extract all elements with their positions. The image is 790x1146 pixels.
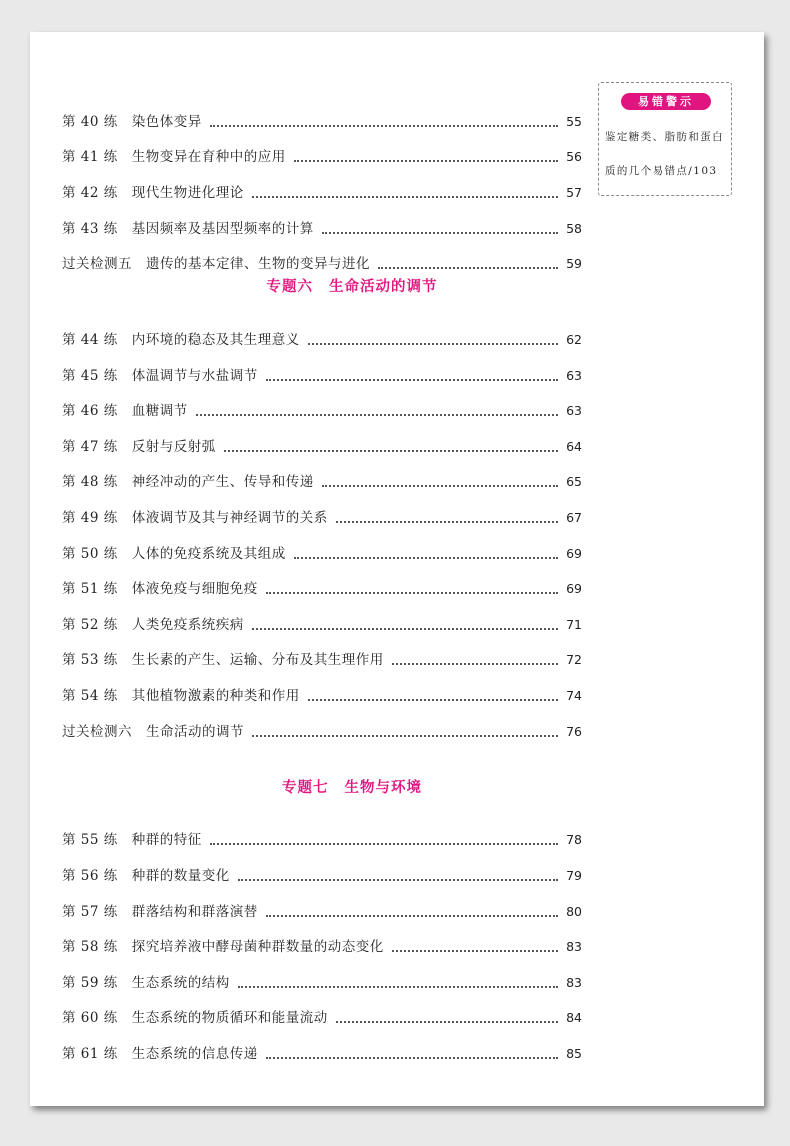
error-warning-box <box>598 82 732 196</box>
dot-leader <box>238 879 558 881</box>
toc-entry[interactable] <box>62 215 582 237</box>
toc-entry[interactable] <box>62 540 582 562</box>
entry-title: 生物变异在育种中的应用 <box>131 149 286 165</box>
dot-leader <box>196 414 558 416</box>
toc-entry[interactable] <box>62 362 582 384</box>
entry-number: 第 60 练 <box>62 1010 118 1026</box>
entry-page: 65 <box>566 474 582 489</box>
entry-number: 第 57 练 <box>62 904 118 920</box>
entry-title: 现代生物进化理论 <box>131 185 244 201</box>
entry-page: 85 <box>566 1046 582 1061</box>
entry-page: 80 <box>566 904 582 919</box>
entry-title: 探究培养液中酵母菌种群数量的动态变化 <box>131 939 384 955</box>
dot-leader <box>322 485 558 487</box>
toc-entry[interactable] <box>62 969 582 991</box>
entry-title: 群落结构和群落演替 <box>131 904 258 920</box>
entry-number: 第 44 练 <box>62 332 118 348</box>
toc-entry[interactable] <box>62 646 582 668</box>
toc-entry[interactable] <box>62 504 582 526</box>
dot-leader <box>336 1021 558 1023</box>
section-subtitle: 生物与环境 <box>344 780 422 796</box>
entry-number: 第 59 练 <box>62 975 118 991</box>
dot-leader <box>266 592 558 594</box>
entry-page: 74 <box>566 688 582 703</box>
entry-page: 78 <box>566 832 582 847</box>
entry-number: 第 49 练 <box>62 510 118 526</box>
entry-number: 第 58 练 <box>62 939 118 955</box>
section-heading-6 <box>62 275 642 296</box>
entry-title: 种群的特征 <box>131 832 202 848</box>
toc-entry[interactable] <box>62 933 582 955</box>
section-heading-7 <box>62 776 642 797</box>
entry-number: 第 55 练 <box>62 832 118 848</box>
entry-number: 第 53 练 <box>62 652 118 668</box>
entry-page: 56 <box>566 149 582 164</box>
toc-entry[interactable] <box>62 898 582 920</box>
dot-leader <box>392 663 558 665</box>
section-number: 专题六 <box>266 279 313 295</box>
entry-title: 体液免疫与细胞免疫 <box>131 581 258 597</box>
dot-leader <box>224 450 558 452</box>
entry-number: 第 43 练 <box>62 221 118 237</box>
dot-leader <box>252 735 558 737</box>
entry-number: 第 54 练 <box>62 688 118 704</box>
dot-leader <box>308 699 558 701</box>
dot-leader <box>294 557 558 559</box>
entry-title: 体液调节及其与神经调节的关系 <box>131 510 328 526</box>
dot-leader <box>210 125 558 127</box>
entry-page: 76 <box>566 724 582 739</box>
entry-title: 体温调节与水盐调节 <box>131 368 258 384</box>
entry-page: 83 <box>566 939 582 954</box>
entry-number: 第 45 练 <box>62 368 118 384</box>
dot-leader <box>294 160 558 162</box>
entry-number: 第 61 练 <box>62 1046 118 1062</box>
entry-title: 基因频率及基因型频率的计算 <box>131 221 314 237</box>
warning-text-line-2: 质的几个易错点/103 <box>605 165 718 177</box>
toc-entry[interactable] <box>62 1004 582 1026</box>
section-subtitle: 生命活动的调节 <box>329 279 438 295</box>
warning-badge: 易错警示 <box>621 93 711 110</box>
entry-page: 83 <box>566 975 582 990</box>
toc-entry[interactable] <box>62 1040 582 1062</box>
entry-number: 第 51 练 <box>62 581 118 597</box>
entry-title: 遗传的基本定律、生物的变异与进化 <box>146 256 370 272</box>
dot-leader <box>266 1057 558 1059</box>
toc-entry-checkpoint[interactable] <box>62 718 582 740</box>
entry-page: 69 <box>566 546 582 561</box>
entry-number: 第 41 练 <box>62 149 118 165</box>
dot-leader <box>252 196 558 198</box>
dot-leader <box>378 267 558 269</box>
entry-number: 第 42 练 <box>62 185 118 201</box>
toc-entry[interactable] <box>62 611 582 633</box>
dot-leader <box>392 950 558 952</box>
entry-page: 71 <box>566 617 582 632</box>
entry-number: 第 52 练 <box>62 617 118 633</box>
entry-title: 人体的免疫系统及其组成 <box>131 546 286 562</box>
entry-title: 神经冲动的产生、传导和传递 <box>131 474 314 490</box>
warning-text-line-1: 鉴定糖类、脂肪和蛋白 <box>605 131 724 143</box>
dot-leader <box>266 379 558 381</box>
dot-leader <box>336 521 558 523</box>
entry-page: 72 <box>566 652 582 667</box>
toc-entry[interactable] <box>62 862 582 884</box>
entry-title: 内环境的稳态及其生理意义 <box>131 332 300 348</box>
toc-entry[interactable] <box>62 433 582 455</box>
entry-page: 64 <box>566 439 582 454</box>
dot-leader <box>266 915 558 917</box>
entry-page: 63 <box>566 368 582 383</box>
dot-leader <box>322 232 558 234</box>
entry-page: 63 <box>566 403 582 418</box>
toc-entry[interactable] <box>62 143 582 165</box>
entry-number: 过关检测五 <box>62 256 132 272</box>
entry-title: 人类免疫系统疾病 <box>131 617 244 633</box>
entry-title: 染色体变异 <box>131 114 202 130</box>
entry-page: 55 <box>566 114 582 129</box>
entry-number: 过关检测六 <box>62 724 132 740</box>
entry-page: 84 <box>566 1010 582 1025</box>
entry-number: 第 40 练 <box>62 114 118 130</box>
entry-title: 生态系统的信息传递 <box>131 1046 258 1062</box>
entry-number: 第 47 练 <box>62 439 118 455</box>
toc-page <box>30 32 764 1106</box>
toc-entry[interactable] <box>62 826 582 848</box>
entry-number: 第 46 练 <box>62 403 118 419</box>
toc-entry[interactable] <box>62 326 582 348</box>
dot-leader <box>308 343 558 345</box>
dot-leader <box>238 986 558 988</box>
toc-entry[interactable] <box>62 682 582 704</box>
entry-page: 62 <box>566 332 582 347</box>
entry-title: 反射与反射弧 <box>131 439 216 455</box>
entry-title: 生命活动的调节 <box>146 724 244 740</box>
entry-page: 59 <box>566 256 582 271</box>
entry-page: 69 <box>566 581 582 596</box>
toc-entry[interactable] <box>62 108 582 130</box>
toc-entry[interactable] <box>62 179 582 201</box>
dot-leader <box>210 843 558 845</box>
entry-number: 第 56 练 <box>62 868 118 884</box>
toc-entry[interactable] <box>62 397 582 419</box>
entry-page: 79 <box>566 868 582 883</box>
entry-number: 第 50 练 <box>62 546 118 562</box>
entry-title: 其他植物激素的种类和作用 <box>131 688 300 704</box>
entry-title: 生态系统的物质循环和能量流动 <box>131 1010 328 1026</box>
entry-page: 58 <box>566 221 582 236</box>
entry-title: 生长素的产生、运输、分布及其生理作用 <box>131 652 384 668</box>
toc-entry[interactable] <box>62 468 582 490</box>
dot-leader <box>252 628 558 630</box>
entry-page: 57 <box>566 185 582 200</box>
entry-title: 种群的数量变化 <box>131 868 230 884</box>
toc-entry[interactable] <box>62 575 582 597</box>
entry-title: 生态系统的结构 <box>131 975 230 991</box>
toc-entry-checkpoint[interactable] <box>62 250 582 272</box>
entry-number: 第 48 练 <box>62 474 118 490</box>
entry-page: 67 <box>566 510 582 525</box>
section-number: 专题七 <box>282 780 329 796</box>
entry-title: 血糖调节 <box>131 403 188 419</box>
